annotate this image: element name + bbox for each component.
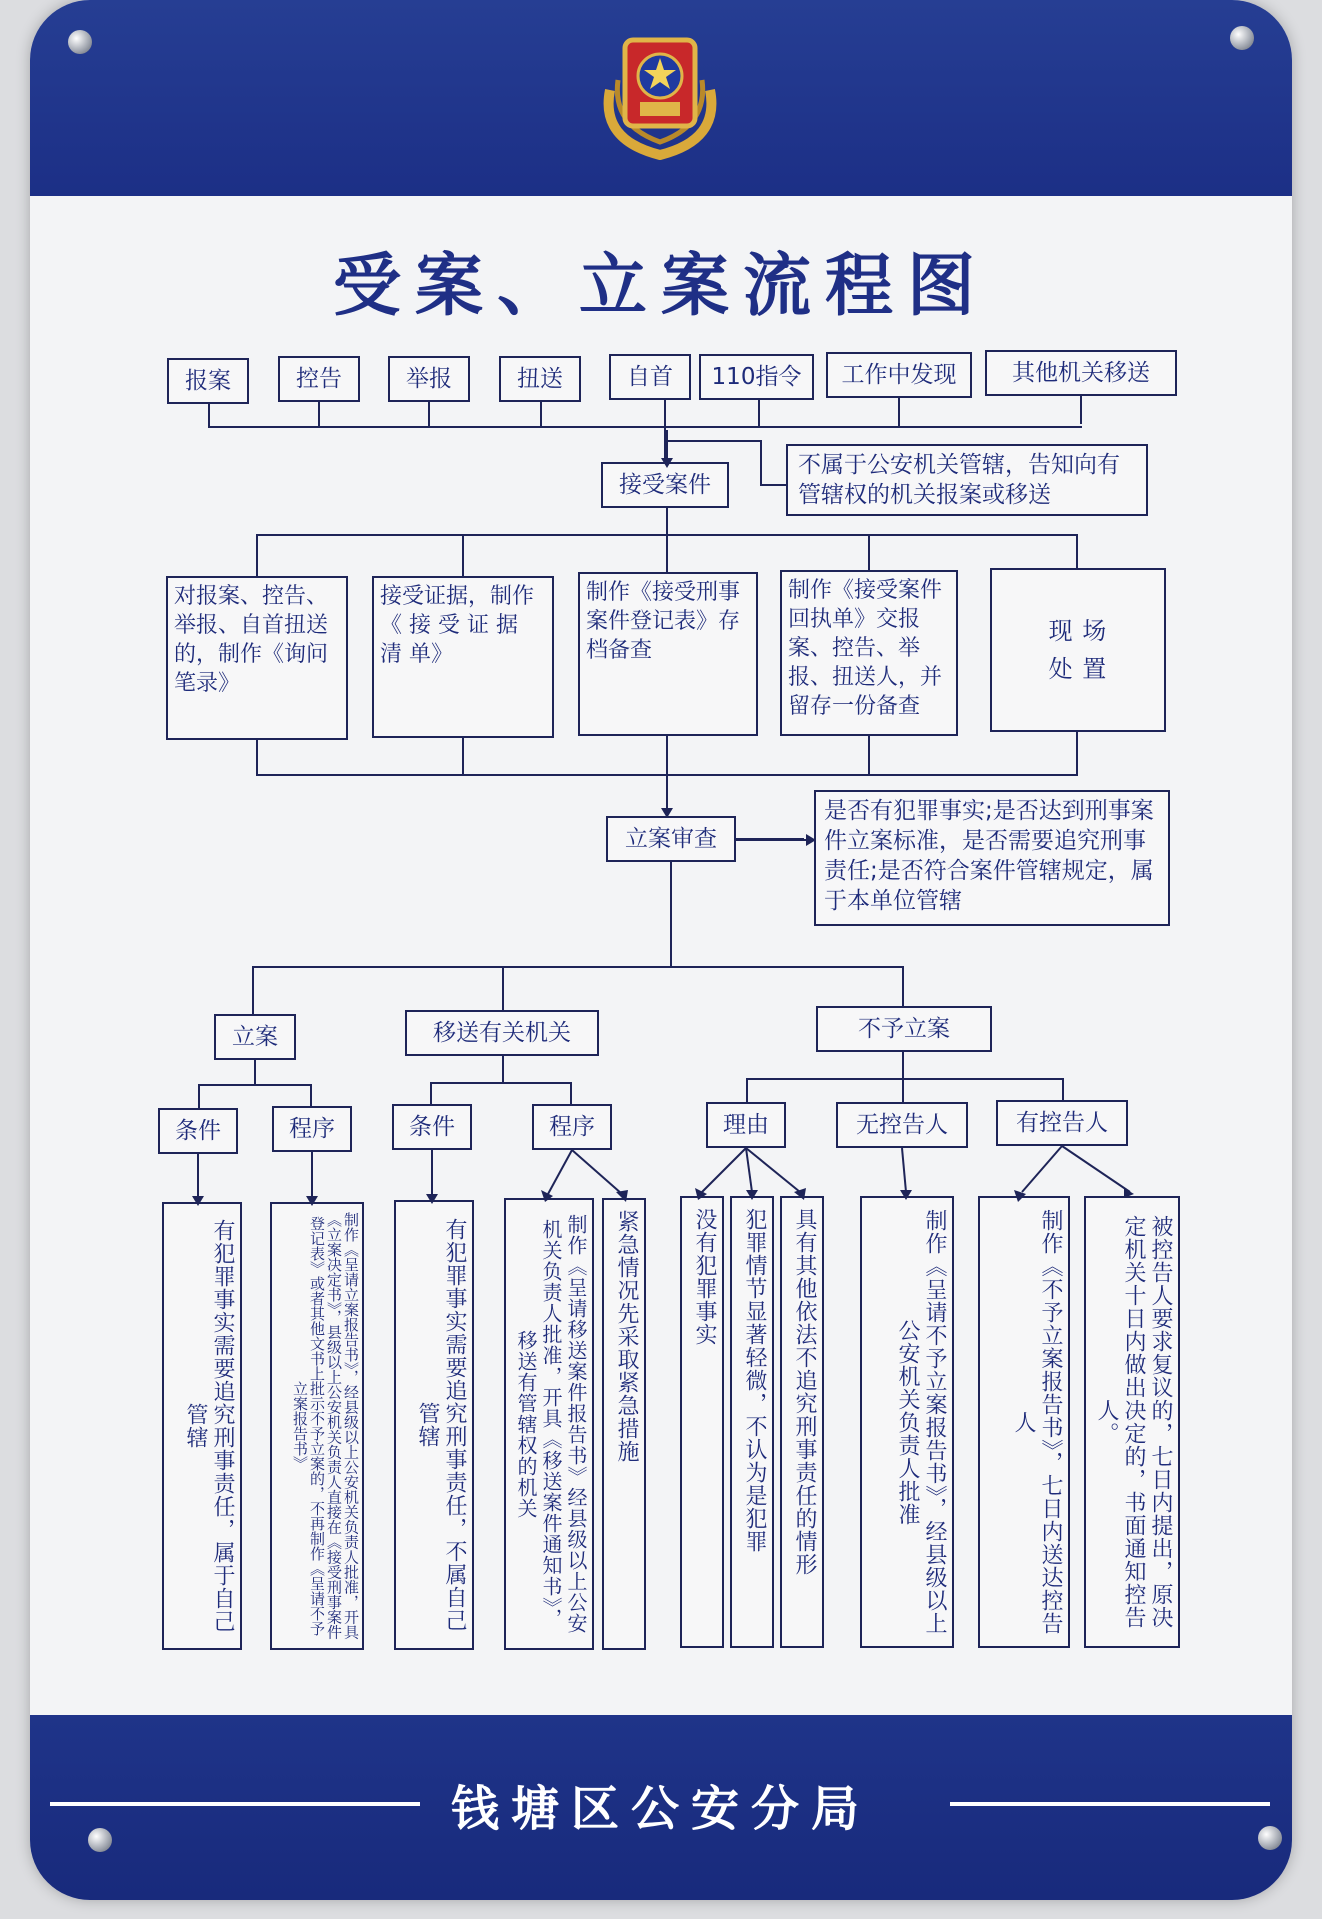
- case-review-box: 立案审查: [606, 816, 736, 862]
- accept-case-box: 接受案件: [601, 462, 729, 508]
- transfer-procedure-text: 制作《呈请移送案件报告书》经县级以上公安机关负责人批准，开具《移送案件通知书》，移送有管辖权的机关: [504, 1198, 594, 1650]
- source-box: 工作中发现: [826, 352, 972, 398]
- file-condition-text: 有犯罪事实需要追究刑事责任，属于自己管辖: [162, 1202, 242, 1650]
- emergency-text: 紧急情况先采取紧急措施: [602, 1198, 646, 1650]
- reject-case-box: 不予立案: [816, 1006, 992, 1052]
- no-complainant-text: 制作《呈请不予立案报告书》，经县级以上公安机关负责人批准: [860, 1196, 954, 1648]
- reject-reason-text: 犯罪情节显著轻微，不认为是犯罪: [730, 1196, 774, 1648]
- scene-handling-box: 现 场 处 置: [990, 568, 1166, 732]
- footer-agency-name: 钱塘区公安分局: [450, 1781, 871, 1837]
- accept-step-box: 接受证据，制作《 接 受 证 据 清 单》: [372, 576, 554, 738]
- source-box: 举报: [388, 356, 470, 402]
- notify-complainant-text: 制作《不予立案报告书》，七日内送达控告人: [978, 1196, 1070, 1648]
- file-procedure-text: 制作《呈请立案报告书》，经县级以上公安机关负责人批准，开具《立案决定书》，县级以上公安机关负责人直接在《接受刑事案件登记表》或者其他文书上批示不予立案的，不再制作《呈请不予立案报告书》: [270, 1202, 364, 1650]
- source-box: 其他机关移送: [985, 350, 1177, 396]
- source-box: 110指令: [699, 354, 814, 400]
- accept-step-box: 制作《接受案件回执单》交报案、控告、举报、扭送人，并留存一份备查: [780, 570, 958, 736]
- reject-reason-label: 理由: [706, 1102, 786, 1148]
- source-box: 自首: [609, 354, 691, 400]
- review-criteria-box: 是否有犯罪事实;是否达到刑事案件立案标准，是否需要追究刑事责任;是否符合案件管辖规定，属于本单位管辖: [814, 790, 1170, 926]
- transfer-box: 移送有关机关: [405, 1010, 599, 1056]
- file-procedure-label: 程序: [272, 1106, 352, 1152]
- with-complainant-label: 有控告人: [996, 1100, 1128, 1146]
- transfer-condition-text: 有犯罪事实需要追究刑事责任，不属自己管辖: [394, 1200, 474, 1650]
- page-title: 受案、立案流程图: [332, 247, 989, 326]
- reject-reason-text: 没有犯罪事实: [680, 1196, 724, 1648]
- file-case-box: 立案: [214, 1014, 296, 1060]
- not-jurisdiction-box: 不属于公安机关管辖，告知向有管辖权的机关报案或移送: [786, 444, 1148, 516]
- no-complainant-label: 无控告人: [836, 1102, 968, 1148]
- transfer-condition-label: 条件: [392, 1104, 472, 1150]
- source-box: 控告: [278, 356, 360, 402]
- source-box: 报案: [167, 358, 249, 404]
- transfer-procedure-label: 程序: [532, 1104, 612, 1150]
- accept-step-box: 制作《接受刑事案件登记表》存档备查: [578, 572, 758, 736]
- source-box: 扭送: [499, 356, 581, 402]
- reject-reason-text: 具有其他依法不追究刑事责任的情形: [780, 1196, 824, 1648]
- reconsideration-text: 被控告人要求复议的，七日内提出，原决定机关十日内做出决定的，书面通知控告人。: [1084, 1196, 1180, 1648]
- accept-step-box: 对报案、控告、举报、自首扭送的，制作《询问笔录》: [166, 576, 348, 740]
- file-condition-label: 条件: [158, 1108, 238, 1154]
